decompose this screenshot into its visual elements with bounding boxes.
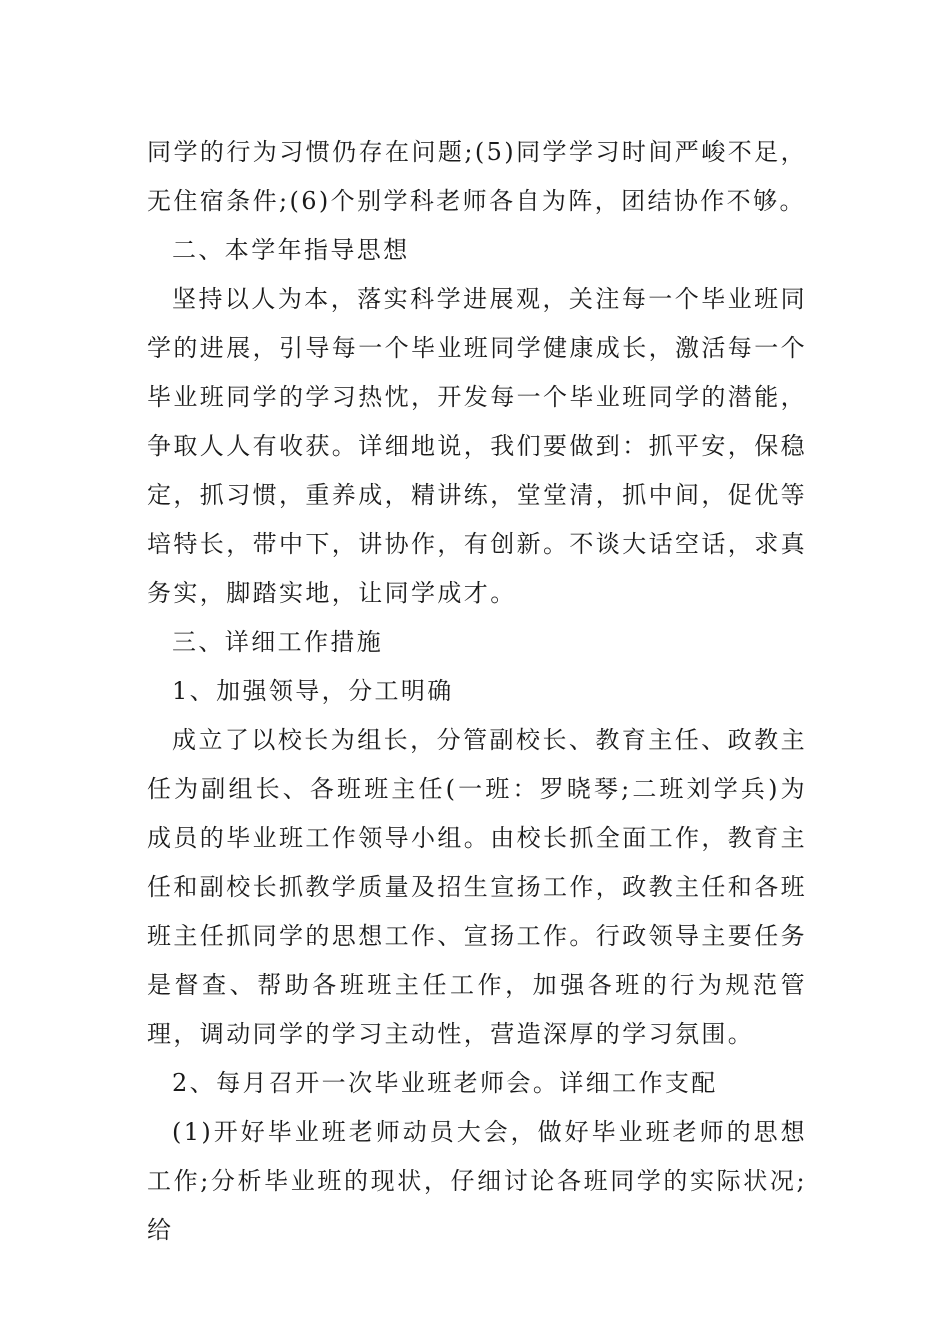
paragraph-teacher-meeting: (1)开好毕业班老师动员大会，做好毕业班老师的思想工作;分析毕业班的现状，仔细讨论各班同学的实际状况;给: [147, 1118, 807, 1244]
section-heading-guiding-thought: 二、本学年指导思想: [172, 236, 410, 264]
paragraph-leadership: 成立了以校长为组长，分管副校长、教育主任、政教主任为副组长、各班班主任(一班：罗晓琴;二班刘学兵)为成员的毕业班工作领导小组。由校长抓全面工作，教育主任和副校长抓教学质量及招生宣扬工作，政教主任和各班班主任抓同学的思想工作、宣扬工作。行政领导主要任务是督查、帮助各班班主任工作，加强各班的行为规范管理，调动同学的学习主动性，营造深厚的学习氛围。: [147, 726, 807, 1048]
subheading-leadership: 1、加强领导，分工明确: [172, 677, 454, 705]
section-heading-work-measures: 三、详细工作措施: [172, 628, 384, 656]
paragraph-guiding-thought: 坚持以人为本，落实科学进展观，关注每一个毕业班同学的进展，引导每一个毕业班同学健康成长，激活每一个毕业班同学的学习热忱，开发每一个毕业班同学的潜能，争取人人有收获。详细地说，我们要做到：抓平安，保稳定，抓习惯，重养成，精讲练，堂堂清，抓中间，促优等培特长，带中下，讲协作，有创新。不谈大话空话，求真务实，脚踏实地，让同学成才。: [147, 285, 807, 607]
subheading-monthly-meeting: 2、每月召开一次毕业班老师会。详细工作支配: [172, 1069, 718, 1097]
paragraph-continuation: 同学的行为习惯仍存在问题;(5)同学学习时间严峻不足，无住宿条件;(6)个别学科老师各自为阵，团结协作不够。: [147, 138, 807, 215]
document-body: [147, 128, 807, 1255]
